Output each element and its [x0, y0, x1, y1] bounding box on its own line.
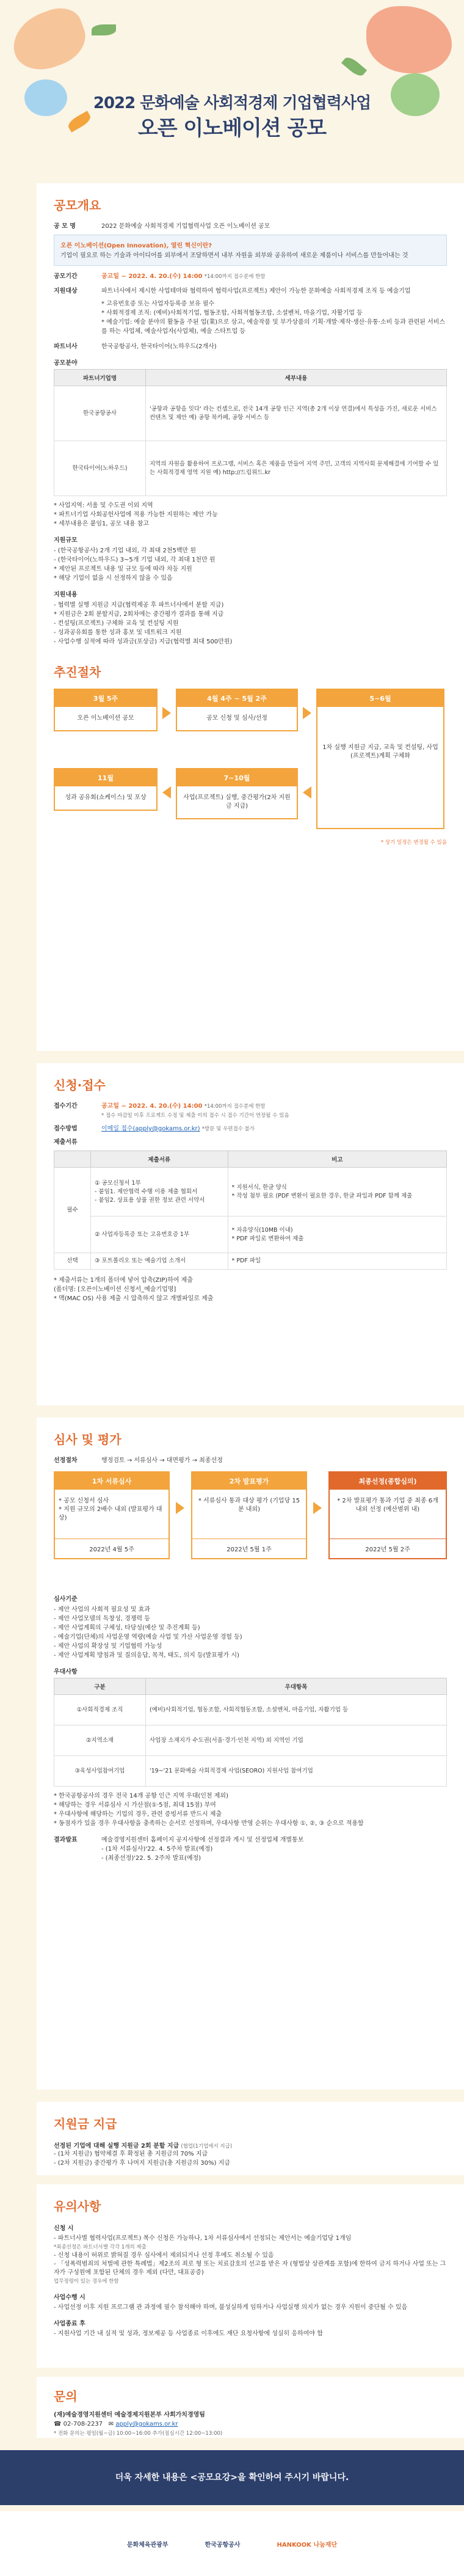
period-value: 공고일 ~ 2022. 4. 20.(수) 14:00 — [101, 273, 203, 280]
row-label: 접수방법 — [54, 1125, 78, 1132]
payment-line: - (1차 지원금) 협약체결 후 확정된 총 지원금의 70% 지급 — [54, 2151, 208, 2157]
step-body: * 서류심사 통과 대상 평가 (기업당 15분 내외) — [198, 1498, 300, 1513]
row-label: 결과발표 — [54, 1837, 78, 1843]
field-title: 공모분야 — [54, 360, 78, 367]
result-text: 예술경영지원센터 홈페이지 공지사항에 선정결과 게시 및 선정업체 개별통보 — [101, 1837, 304, 1843]
notice-line: 업무정령이 있는 경우에 한함 — [54, 2278, 119, 2285]
decor-blob — [5, 1, 93, 78]
process-step — [316, 689, 444, 829]
table-row — [54, 441, 447, 496]
table-header: 파트너기업명 — [54, 370, 146, 386]
payment-section — [37, 2102, 464, 2175]
support-line: - (한국타이어(노하우드) 3~5개 기업 내외, 각 최대 1천만 원 — [54, 557, 216, 563]
contact-title: 문의 — [54, 2389, 78, 2404]
row-label: 파트너사 — [54, 343, 78, 350]
apply-period-sub: * 접수 마감일 이후 프로젝트 수정 및 제출 이의 접수 시 접수 기간이 연장될 수 있음 — [101, 1113, 289, 1119]
step-text: 성과 공유회(쇼케이스) 및 포상 — [65, 794, 147, 801]
step-date: 2022년 5월 2주 — [330, 1539, 446, 1558]
notice-line: *최종선정은 파트너사별 각각 1개의 제출 — [54, 2244, 147, 2250]
apply-email-link[interactable]: 이메일 접수(apply@gokams.or.kr) — [101, 1125, 200, 1132]
detail-cell: 지역의 자원을 활용하여 프로그램, 서비스 혹은 제품을 만들어 지역 주민, 고객의 지역사회 문제해결에 기여할 수 있는 사회적경제 영역 지원 예) http://드림위드.kr — [146, 441, 447, 496]
row-value: 한국공항공사, 한국타이어(노하우드(2개사) — [101, 343, 217, 350]
row-label: 제출서류 — [54, 1139, 78, 1146]
logo-hankook: HANKOOK 나눔재단 — [277, 2541, 338, 2549]
target-bullet: * 예술기업: 예술 분야의 활동을 주된 업(業)으로 삼고, 예술작품 및 부가상품의 기획·개발·제작·생산·유통·소비 등과 관련된 서비스를 하는 사업체, 예술사업자(사업체), 예술 스타트업 등 — [101, 319, 446, 335]
step-date: 3월 5주 — [55, 690, 156, 707]
criteria-line: - 제안 사업계획 방침과 및 질의응답, 목적, 태도, 의지 등(발표평가 시) — [54, 1652, 239, 1659]
step-body: * 2차 발표평가 통과 기업 중 최종 6개 내외 선정 (예산범위 내) — [337, 1498, 438, 1513]
table-header: 비고 — [228, 1151, 446, 1168]
step-head: 2차 발표평가 — [192, 1473, 306, 1490]
notice-line: - 지원사업 기간 내 실적 및 성과, 정보제공 등 사업종료 이후에도 재단 요청사항에 성실히 응하여야 함 — [54, 2330, 323, 2337]
criteria-line: - 제안 사업모델의 독창성, 경쟁력 등 — [54, 1615, 150, 1622]
pref-note: * 해당하는 경우 서류심사 시 가산점(①·5점, 최대 15점) 부여 — [54, 1802, 216, 1809]
payment-head: 선정된 기업에 대해 실행 지원금 2회 분할 지급 — [54, 2143, 179, 2150]
payment-line: - (2차 지원금) 중간평가 후 나머지 지원금(총 지원금의 30%) 지급 — [54, 2160, 230, 2167]
process-note: * 상기 일정은 변경될 수 있음 — [380, 840, 447, 846]
box-title: 오픈 이노베이션(Open Innovation), 열린 혁신이란? — [60, 243, 212, 249]
logo-mcst: 문화체육관광부 — [126, 2541, 169, 2549]
review-title: 심사 및 평가 — [54, 1432, 121, 1447]
poster-header — [0, 0, 464, 183]
step-head: 최종선정(종합심의) — [330, 1473, 446, 1490]
contact-phone: 02-708-2237 — [63, 2421, 103, 2428]
footer-banner-text: 더욱 자세한 내용은 <공모요강>을 확인하여 주시기 바랍니다. — [115, 2473, 349, 2483]
arrow-right-icon — [176, 1502, 184, 1514]
apply-footnote: * 맥(MAC OS) 사용 제출 시 압축하지 않고 개별파일로 제출 — [54, 1295, 214, 1302]
row-label: 접수기간 — [54, 1103, 78, 1110]
doc-cell: ② 사업자등록증 또는 고유번호증 1부 — [91, 1217, 228, 1253]
notice-after-title: 사업종료 후 — [54, 2321, 85, 2327]
apply-footnote: * 제출서류는 1개의 폴더에 넣어 압축(ZIP)하여 제출 — [54, 1277, 193, 1284]
overview-section — [37, 183, 464, 1051]
table-header: 제출서류 — [91, 1151, 228, 1168]
step-text: 사업(프로젝트) 실행, 중간평가(2차 지원금 지급) — [183, 794, 291, 810]
step-date: 4월 4주 ~ 5월 2주 — [177, 690, 297, 707]
content-line: - 사업수행 실적에 따라 성과금(포상금) 지급(협력별 최대 500만원) — [54, 639, 233, 645]
detail-cell: '공항과 공항을 잇다' 라는 컨셉으로, 전국 14개 공항 인근 지역(총 2개 이상 연결)에서 특성을 가진, 새로운 서비스 컨텐츠 및 제안 예) 공항 북카페, 공항 서비스 등 — [146, 386, 447, 441]
support-line: - (한국공항공사) 2개 기업 내외, 각 최대 2천5백만 원 — [54, 547, 196, 554]
group-cell: 필수 — [54, 1168, 91, 1253]
review-section — [37, 1418, 464, 2090]
arrow-right-icon — [313, 1502, 322, 1514]
field-note: * 파트너기업 사회공헌사업에 적용 가능한 지원하는 제안 가능 — [54, 511, 218, 518]
notice-line: - 신청 내용이 허위로 밝혀질 경우 심사에서 제외되거나 선정 후에도 취소될 수 있음 — [54, 2252, 274, 2259]
contact-org: (재)예술경영지원센터 예술경제지원본부 사회가치경영팀 — [54, 2412, 205, 2418]
logo-kac: 한국공항공사 — [205, 2541, 241, 2549]
pref-title: 우대사항 — [54, 1669, 78, 1675]
notice-line: - 사업선정 이후 지원 프로그램 관 과정에 필수 참석해야 하며, 불성실하게 임하거나 사업실행 의지가 없는 경우 지원이 중단될 수 있음 — [54, 2304, 408, 2311]
criteria-line: - 제안 사업계획의 구체성, 타당성(예산 및 추진계획 등) — [54, 1625, 200, 1631]
footer-banner — [0, 2450, 464, 2505]
pref-value: 사업장 소재지가 수도권(서울·경기·인천 지역) 외 지역인 기업 — [146, 1725, 447, 1756]
footer-logos — [0, 2511, 464, 2576]
process-title: 추진절차 — [54, 665, 101, 679]
docs-table — [54, 1151, 447, 1270]
pref-table — [54, 1678, 447, 1787]
mail-icon: ✉ — [108, 2421, 114, 2428]
apply-period: 공고일 ~ 2022. 4. 20.(수) 14:00 — [101, 1103, 203, 1110]
payment-head-note: (협업(1기업에서 지급) — [181, 2143, 233, 2150]
support-line: * 해당 기업이 없을 시 선정하지 않을 수 있음 — [54, 575, 173, 582]
content-line: - 협력별 실행 지원금 지급(협력제공 후 파트너사에서 분할 지급) — [54, 602, 224, 609]
result-sub: - (1차 서류심사)'22. 4. 5주차 발표(예정) — [101, 1846, 213, 1853]
poster-title-line1: 2022 문화예술 사회적경제 기업협력사업 — [93, 94, 371, 112]
table-row — [54, 386, 447, 441]
pref-value: (예비)사회적기업, 협동조합, 사회적협동조합, 소셜벤처, 마을기업, 자활기업 등 — [146, 1695, 447, 1725]
content-line: * 지원금은 2회 분할지급, 2회차에는 중간평가 결과를 통해 지급 — [54, 611, 224, 618]
field-note: * 사업지역: 서울 및 수도권 이외 지역 — [54, 502, 153, 509]
decor-blob — [366, 6, 452, 73]
notice-apply-title: 신청 시 — [54, 2225, 74, 2232]
table-row — [54, 1725, 447, 1756]
review-step — [328, 1471, 447, 1559]
review-method: 행정검토 → 서류심사 → 대면평가 → 최종선정 — [101, 1457, 223, 1464]
review-step — [54, 1471, 170, 1559]
review-flow — [54, 1471, 447, 1587]
table-header: 우대항목 — [146, 1678, 447, 1695]
contact-section — [37, 2377, 464, 2438]
content-title: 지원내용 — [54, 591, 78, 598]
process-step — [176, 689, 298, 731]
leaf-icon — [92, 24, 116, 35]
arrow-left-icon — [303, 786, 311, 799]
note-cell: * PDF 파일 — [228, 1253, 446, 1270]
apply-period-note: *14:00까지 접수분에 한함 — [204, 1103, 266, 1110]
review-step — [191, 1471, 307, 1559]
overview-title: 공모개요 — [54, 198, 101, 213]
process-step — [54, 768, 158, 811]
step-text: 공모 신청 및 심사/선정 — [206, 715, 267, 722]
process-step — [176, 768, 298, 819]
arrow-left-icon — [162, 786, 171, 799]
target-bullet: * 고유번호증 또는 사업자등록증 보유 필수 — [101, 301, 215, 307]
row-label: 공모기간 — [54, 273, 78, 280]
criteria-line: - 예술기업(단체)의 사업운영 역량(예술 사업 및 가산 사업운영 경험 등) — [54, 1634, 242, 1641]
poster-title-line2: 오픈 이노베이션 공모 — [137, 116, 327, 141]
apply-method-note: *방문 및 우편접수 불가 — [201, 1126, 255, 1132]
contact-email-link[interactable]: apply@gokams.or.kr — [115, 2421, 178, 2428]
notice-line: - 「성폭력범죄의 처벌에 관한 특례법」제2조의 죄로 형 또는 치료감호의 선고를 받은 자 (형법상 상관계를 포함)에 한하여 금지 하거나 사업 또는 그 자가 구성원에 포함된 단체의 경우 제외 (다만, 대표공증) — [54, 2261, 446, 2276]
pref-note: * 한국공항공사의 경우 전국 14개 공항 인근 지역 우대(인천 제외) — [54, 1793, 228, 1799]
table-row — [54, 1168, 447, 1217]
step-date: 7~10월 — [177, 769, 297, 786]
pref-note: * 우대사항에 해당하는 기업의 경우, 관련 증빙서류 반드시 제출 — [54, 1811, 222, 1818]
table-row — [54, 1756, 447, 1787]
step-date: 2022년 5월 1주 — [192, 1539, 306, 1558]
partner-cell: 한국공항공사 — [54, 386, 146, 441]
pref-key: ②지역소재 — [54, 1725, 146, 1756]
table-row — [54, 1253, 447, 1270]
row-label: 지원대상 — [54, 288, 78, 295]
notice-progress-title: 사업수행 시 — [54, 2294, 85, 2301]
apply-title: 신청·접수 — [54, 1078, 106, 1092]
step-text: 1차 실행 지원금 지급, 교육 및 컨설팅, 사업(프로젝트)계획 구체화 — [322, 744, 438, 759]
notice-section — [37, 2184, 464, 2368]
field-table — [54, 369, 447, 496]
period-note: *14:00까지 접수분에 한함 — [204, 274, 266, 280]
criteria-title: 심사기준 — [54, 1596, 78, 1603]
pref-note: * 동점자가 있을 경우 우대사항을 충족하는 순서로 선정하며, 우대사항 반영 순위는 우대사항 ①, ②, ③ 순으로 적용함 — [54, 1820, 364, 1827]
contact-hours: * 전화 문의는 평일(월~금) 10:00~16:00 추가(점심시간 12:00~13:00) — [54, 2431, 223, 2437]
row-value: 파트너사에서 제시한 사업테마와 협력하여 협력사업(프로젝트) 제안이 가능한 문화예술 사회적경제 조직 등 예술기업 — [101, 288, 411, 295]
table-header: 세부내용 — [146, 370, 447, 386]
doc-cell: ③ 포트폴리오 또는 예술기업 소개서 — [91, 1253, 228, 1270]
notice-title: 유의사항 — [54, 2199, 101, 2214]
table-header: 구분 — [54, 1678, 146, 1695]
payment-title: 지원금 지급 — [54, 2117, 117, 2131]
field-note: * 세부내용은 붙임1, 공모 내용 참고 — [54, 521, 150, 527]
pref-key: ①사회적경제 조직 — [54, 1695, 146, 1725]
arrow-right-icon — [162, 707, 171, 719]
phone-icon: ☎ — [54, 2421, 62, 2428]
result-sub: - (최종선정)'22. 5. 2주차 발표(예정) — [101, 1855, 201, 1862]
note-cell: * 자유양식(10MB 이내) * PDF 파일로 변환하여 제출 — [228, 1217, 446, 1253]
table-header — [54, 1151, 91, 1168]
doc-cell: ① 공모신청서 1부 - 붙임1. 제안협력 수행 이용 제출 협회서 - 붙임2. 상표용 상품 권한 정보 관련 서약서 — [91, 1168, 228, 1217]
support-line: * 제안된 프로젝트 내용 및 규모 등에 따라 차등 지원 — [54, 566, 192, 573]
leaf-icon — [341, 54, 367, 79]
support-title: 지원규모 — [54, 537, 78, 544]
row-label: 선정절차 — [54, 1457, 78, 1464]
pref-key: ③육성사업참여기업 — [54, 1756, 146, 1787]
apply-section — [37, 1063, 464, 1405]
step-body: * 공모 신청서 심사 * 지원 규모의 2배수 내외 (발표평가 대상) — [59, 1498, 162, 1521]
step-text: 오픈 이노베이션 공모 — [77, 715, 134, 722]
step-head: 1차 서류심사 — [55, 1473, 169, 1490]
step-date: 11월 — [55, 769, 156, 786]
process-step — [54, 689, 158, 731]
content-line: - 성과공유회를 통한 성과 홍보 및 네트워크 지원 — [54, 629, 182, 636]
step-date: 5~6월 — [317, 690, 443, 707]
table-row — [54, 1217, 447, 1253]
content-line: - 컨설팅(프로젝트) 구체화 교육 및 컨설팅 지원 — [54, 620, 179, 627]
pref-value: '19~'21 문화예술 사회적경제 사업(SEORO) 지원사업 참여기업 — [146, 1756, 447, 1787]
open-innovation-box — [54, 235, 447, 266]
row-value: 2022 문화예술 사회적경제 기업협력사업 오픈 이노베이션 공모 — [101, 223, 270, 230]
group-cell: 선택 — [54, 1253, 91, 1270]
step-date: 2022년 4월 5주 — [55, 1539, 169, 1558]
row-label: 공 모 명 — [54, 223, 76, 230]
process-flow — [54, 689, 447, 872]
arrow-right-icon — [303, 707, 311, 719]
note-cell: * 지원서식, 한글 양식 * 작성 첨부 필요 (PDF 변환이 필요한 경우, 한글 파일과 PDF 함께 제출 — [228, 1168, 446, 1217]
box-text: 기업이 필요로 하는 기술과 아이디어를 외부에서 조달하면서 내부 자원을 외부와 공유하여 새로운 제품이나 서비스를 만들어내는 것 — [60, 252, 408, 259]
notice-line: - 파트너사별 협력사업(프로젝트) 복수 신청은 가능하나, 1차 서류심사에서 선정되는 제안서는 예술기업당 1개임 — [54, 2235, 352, 2242]
target-bullet: * 사회적경제 조직: (예비)사회적기업, 협동조합, 사회적협동조합, 소셜벤처, 마을기업, 자활기업 등 — [101, 310, 363, 317]
criteria-line: - 제안 사업의 확장성 및 기업협력 가능성 — [54, 1643, 162, 1650]
table-row — [54, 1695, 447, 1725]
partner-cell: 한국타이어(노하우드) — [54, 441, 146, 496]
criteria-line: - 제안 사업의 사회적 필요성 및 효과 — [54, 1606, 150, 1613]
apply-footnote: (폴더명: [오픈이노베이션 신청서_예술기업명] — [54, 1286, 176, 1293]
